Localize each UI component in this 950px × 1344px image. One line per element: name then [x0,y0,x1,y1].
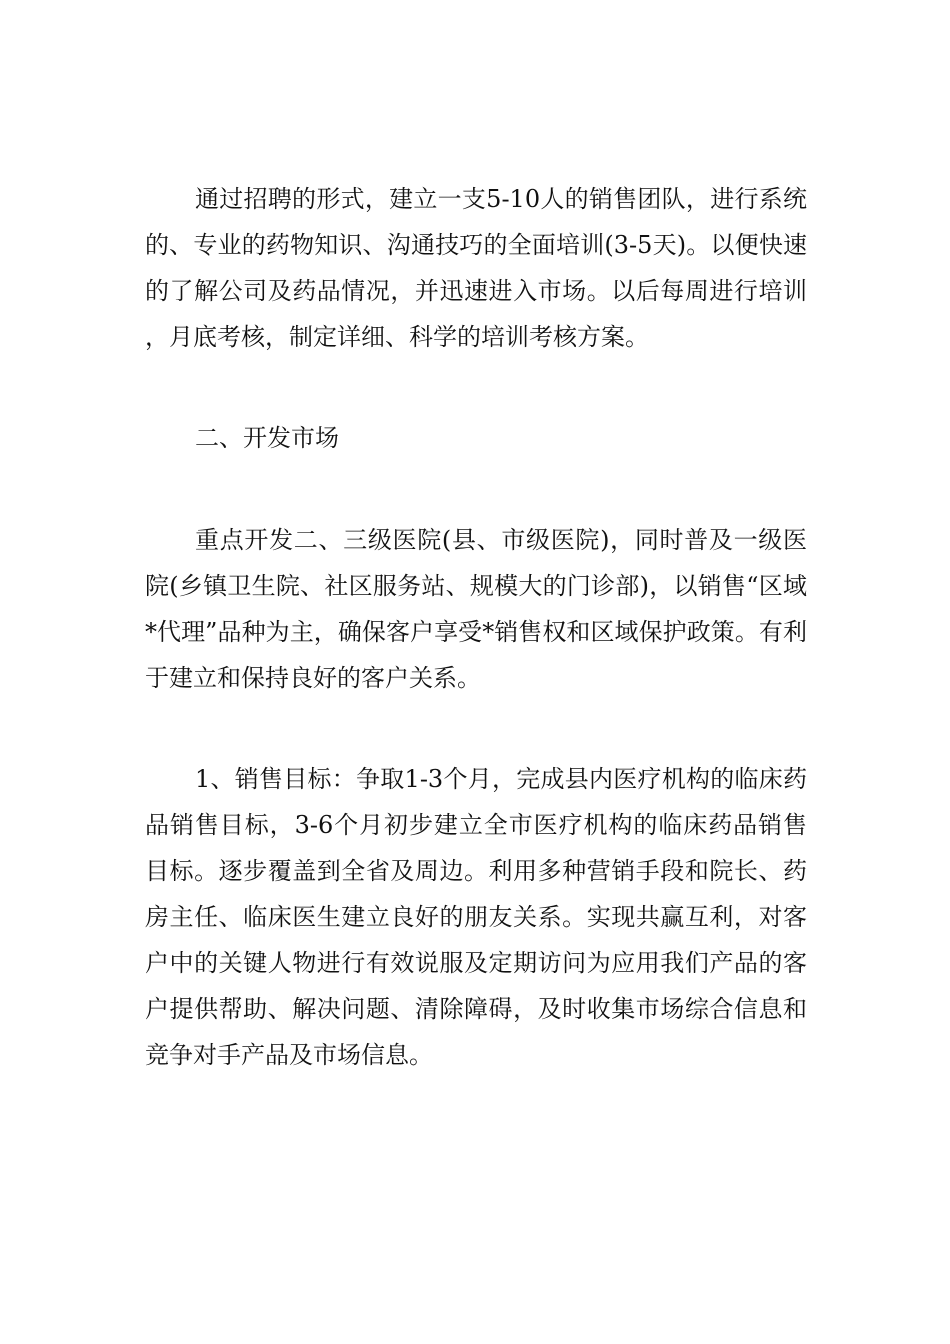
paragraph-spacer [145,360,807,415]
paragraph-market-development: 重点开发二、三级医院(县、市级医院)，同时普及一级医院(乡镇卫生院、社区服务站、规模大的门诊部)，以销售“区域*代理”品种为主，确保客户享受*销售权和区域保护政策。有利于建立和保持良好的客户关系。 [145,526,807,692]
section-heading-market: 二、开发市场 [195,424,339,452]
paragraph-sales-target: 1、销售目标：争取1-3个月，完成县内医疗机构的临床药品销售目标，3-6个月初步建立全市医疗机构的临床药品销售目标。逐步覆盖到全省及周边。利用多种营销手段和院长、药房主任、临床医生建立良好的朋友关系。实现共赢互利，对客户中的关键人物进行有效说服及定期访问为应用我们产品的客户提供帮助、解决问题、清除障碍，及时收集市场综合信息和竞争对手产品及市场信息。 [145,765,807,1069]
paragraph-spacer [145,461,807,517]
paragraph-team-training: 通过招聘的形式，建立一支5-10人的销售团队，进行系统的、专业的药物知识、沟通技巧的全面培训(3-5天)。以便快速的了解公司及药品情况，并迅速进入市场。以后每周进行培训，月底考核，制定详细、科学的培训考核方案。 [145,185,807,351]
paragraph-spacer [145,701,807,756]
document-page [145,176,807,1078]
